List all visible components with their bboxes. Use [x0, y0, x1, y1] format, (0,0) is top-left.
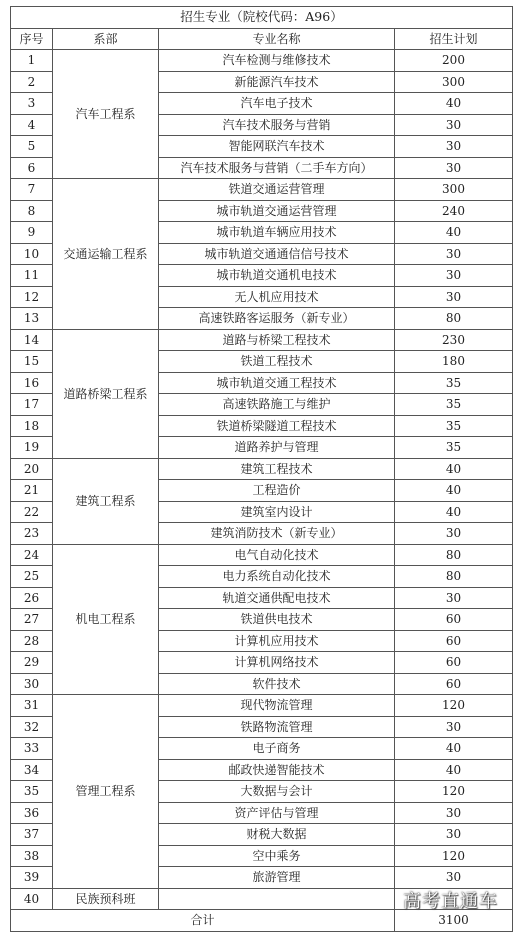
plan-count: 30 [395, 114, 513, 136]
total-value: 3100 [395, 910, 513, 932]
department-name: 汽车工程系 [53, 50, 159, 179]
major-name: 道路与桥梁工程技术 [159, 329, 395, 351]
major-name: 汽车检测与维修技术 [159, 50, 395, 72]
major-name: 铁道工程技术 [159, 351, 395, 373]
plan-count: 35 [395, 394, 513, 416]
major-name: 电气自动化技术 [159, 544, 395, 566]
row-index: 29 [11, 652, 53, 674]
major-name: 工程造价 [159, 480, 395, 502]
plan-count: 30 [395, 587, 513, 609]
plan-count: 300 [395, 179, 513, 201]
row-index: 14 [11, 329, 53, 351]
major-name: 城市轨道交通机电技术 [159, 265, 395, 287]
plan-count: 40 [395, 480, 513, 502]
row-index: 37 [11, 824, 53, 846]
major-name: 铁道供电技术 [159, 609, 395, 631]
header-row [11, 28, 513, 50]
major-name [159, 888, 395, 910]
plan-count: 30 [395, 265, 513, 287]
row-index: 38 [11, 845, 53, 867]
plan-count: 30 [395, 824, 513, 846]
row-index: 32 [11, 716, 53, 738]
row-index: 13 [11, 308, 53, 330]
plan-count: 30 [395, 802, 513, 824]
watermark-logo: 高考直通车 [403, 891, 498, 912]
major-name: 计算机应用技术 [159, 630, 395, 652]
plan-count: 40 [395, 738, 513, 760]
major-name: 建筑室内设计 [159, 501, 395, 523]
row-index: 34 [11, 759, 53, 781]
major-name: 电力系统自动化技术 [159, 566, 395, 588]
row-index: 35 [11, 781, 53, 803]
major-name: 汽车技术服务与营销 [159, 114, 395, 136]
major-name: 旅游管理 [159, 867, 395, 889]
row-index: 40 [11, 888, 53, 910]
row-index: 25 [11, 566, 53, 588]
total-label: 合计 [11, 910, 395, 932]
header-plan: 招生计划 [395, 28, 513, 50]
row-index: 31 [11, 695, 53, 717]
major-name: 建筑消防技术（新专业） [159, 523, 395, 545]
row-index: 1 [11, 50, 53, 72]
plan-count: 230 [395, 329, 513, 351]
major-name: 城市轨道交通工程技术 [159, 372, 395, 394]
row-index: 12 [11, 286, 53, 308]
major-name: 邮政快递智能技术 [159, 759, 395, 781]
plan-count: 30 [395, 286, 513, 308]
major-name: 空中乘务 [159, 845, 395, 867]
major-name: 城市轨道车辆应用技术 [159, 222, 395, 244]
row-index: 26 [11, 587, 53, 609]
row-index: 21 [11, 480, 53, 502]
header-index: 序号 [11, 28, 53, 50]
header-department: 系部 [53, 28, 159, 50]
major-name: 软件技术 [159, 673, 395, 695]
admissions-table [10, 6, 513, 932]
major-name: 计算机网络技术 [159, 652, 395, 674]
row-index: 6 [11, 157, 53, 179]
row-index: 2 [11, 71, 53, 93]
plan-count: 60 [395, 630, 513, 652]
plan-count: 180 [395, 351, 513, 373]
row-index: 20 [11, 458, 53, 480]
plan-count: 40 [395, 458, 513, 480]
header-major: 专业名称 [159, 28, 395, 50]
row-index: 28 [11, 630, 53, 652]
major-name: 汽车电子技术 [159, 93, 395, 115]
row-index: 17 [11, 394, 53, 416]
major-name: 高速铁路客运服务（新专业） [159, 308, 395, 330]
plan-count: 80 [395, 308, 513, 330]
major-name: 财税大数据 [159, 824, 395, 846]
plan-count: 120 [395, 695, 513, 717]
plan-count: 120 [395, 845, 513, 867]
department-name: 管理工程系 [53, 695, 159, 889]
department-name: 机电工程系 [53, 544, 159, 695]
plan-count: 30 [395, 136, 513, 158]
title-row [11, 7, 513, 29]
major-name: 新能源汽车技术 [159, 71, 395, 93]
row-index: 39 [11, 867, 53, 889]
row-index: 24 [11, 544, 53, 566]
row-index: 23 [11, 523, 53, 545]
major-name: 高速铁路施工与维护 [159, 394, 395, 416]
row-index: 18 [11, 415, 53, 437]
table-row [11, 695, 513, 717]
plan-count: 60 [395, 673, 513, 695]
plan-count: 120 [395, 781, 513, 803]
plan-count: 30 [395, 243, 513, 265]
major-name: 道路养护与管理 [159, 437, 395, 459]
table-row [11, 179, 513, 201]
plan-count: 30 [395, 523, 513, 545]
plan-count: 40 [395, 501, 513, 523]
major-name: 轨道交通供配电技术 [159, 587, 395, 609]
major-name: 城市轨道交通通信信号技术 [159, 243, 395, 265]
major-name: 电子商务 [159, 738, 395, 760]
plan-count: 80 [395, 566, 513, 588]
major-name: 铁道交通运营管理 [159, 179, 395, 201]
row-index: 30 [11, 673, 53, 695]
major-name: 铁路物流管理 [159, 716, 395, 738]
plan-count: 60 [395, 652, 513, 674]
row-index: 22 [11, 501, 53, 523]
plan-count: 40 [395, 93, 513, 115]
row-index: 33 [11, 738, 53, 760]
row-index: 11 [11, 265, 53, 287]
table-row [11, 50, 513, 72]
major-name: 大数据与会计 [159, 781, 395, 803]
row-index: 16 [11, 372, 53, 394]
major-name: 资产评估与管理 [159, 802, 395, 824]
plan-count: 30 [395, 157, 513, 179]
table-row [11, 458, 513, 480]
table-row [11, 329, 513, 351]
table-row [11, 544, 513, 566]
major-name: 现代物流管理 [159, 695, 395, 717]
row-index: 8 [11, 200, 53, 222]
plan-count: 240 [395, 200, 513, 222]
plan-count: 40 [395, 759, 513, 781]
major-name: 建筑工程技术 [159, 458, 395, 480]
row-index: 27 [11, 609, 53, 631]
plan-count: 60 [395, 609, 513, 631]
plan-count: 300 [395, 71, 513, 93]
major-name: 无人机应用技术 [159, 286, 395, 308]
plan-count: 35 [395, 437, 513, 459]
table-title: 招生专业（院校代码：A96） [11, 7, 513, 29]
row-index: 5 [11, 136, 53, 158]
major-name: 智能网联汽车技术 [159, 136, 395, 158]
row-index: 3 [11, 93, 53, 115]
department-name: 民族预科班 [53, 888, 159, 910]
department-name: 道路桥梁工程系 [53, 329, 159, 458]
plan-count: 200 [395, 50, 513, 72]
row-index: 19 [11, 437, 53, 459]
plan-count: 80 [395, 544, 513, 566]
row-index: 7 [11, 179, 53, 201]
row-index: 9 [11, 222, 53, 244]
plan-count: 35 [395, 372, 513, 394]
plan-count: 40 [395, 222, 513, 244]
row-index: 4 [11, 114, 53, 136]
plan-count: 30 [395, 867, 513, 889]
major-name: 城市轨道交通运营管理 [159, 200, 395, 222]
major-name: 汽车技术服务与营销（二手车方向） [159, 157, 395, 179]
row-index: 15 [11, 351, 53, 373]
row-index: 10 [11, 243, 53, 265]
department-name: 交通运输工程系 [53, 179, 159, 330]
plan-count: 35 [395, 415, 513, 437]
plan-count: 30 [395, 716, 513, 738]
department-name: 建筑工程系 [53, 458, 159, 544]
major-name: 铁道桥梁隧道工程技术 [159, 415, 395, 437]
row-index: 36 [11, 802, 53, 824]
